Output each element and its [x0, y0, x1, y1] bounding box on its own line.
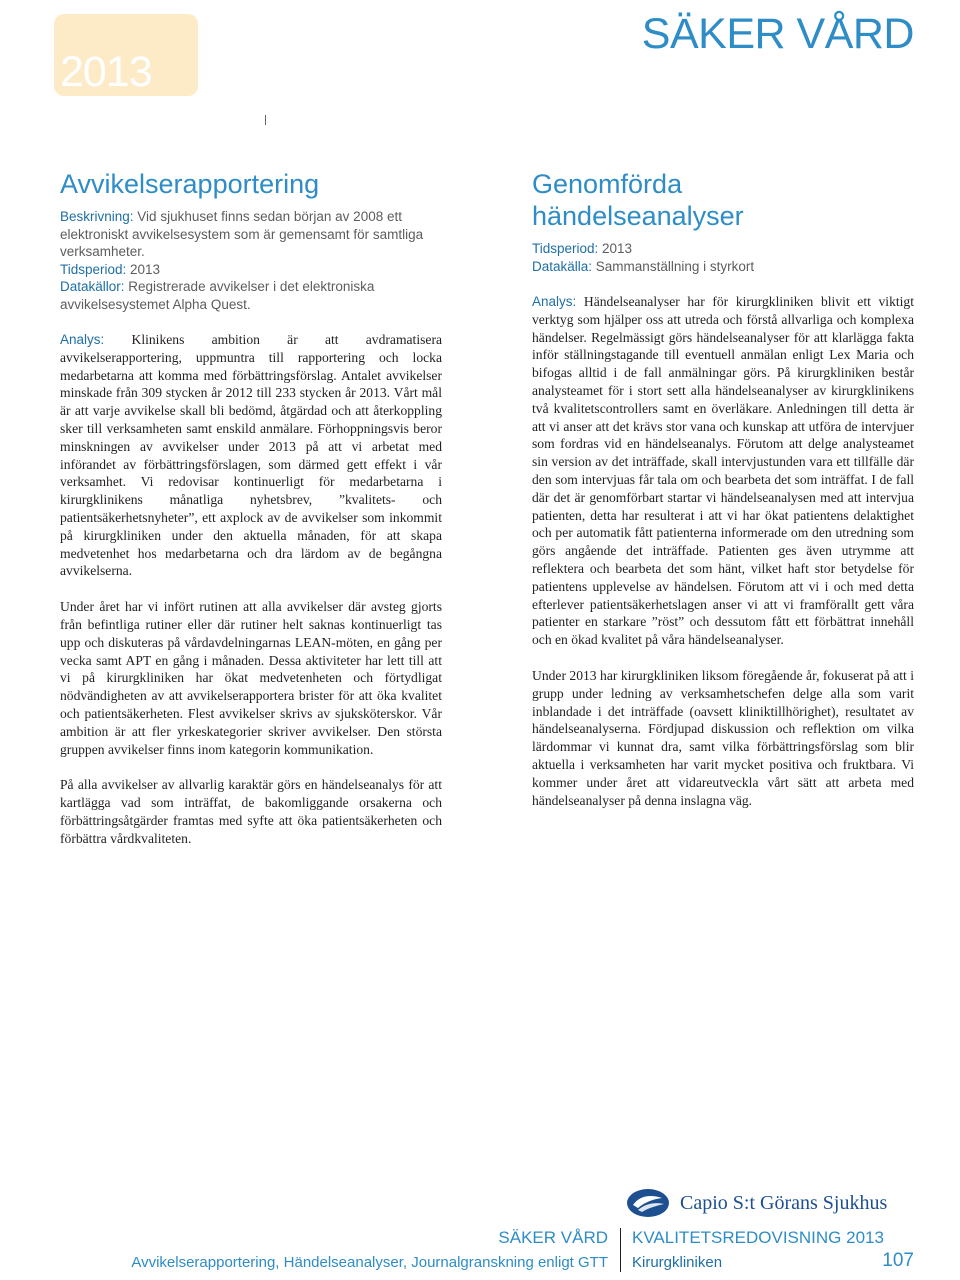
capio-logo-icon	[626, 1188, 670, 1218]
analys-paragraph	[532, 293, 914, 649]
datakallor-line	[60, 278, 442, 313]
analys-text: Klinikens ambition är att avdramatisera avvikelserapportering, uppmuntra till rapportering och locka medarbetarna att komma med förbättringsförslag. Antalet avvikelser minskade från 309 stycken år 2012 till 233 stycken år 2013. Vårt mål är att varje avvikelse skall bli bedömd, åtgärdad och att återkoppling sker till verksamheten samt enskild anmälare. Förhoppningsvis beror minskningen av avvikelser under 2013 på att vi arbetat med införandet av förbättringsförslagen, som därmed gett effekt i vår verksamhet. Vi redovisar kontinuerligt för medarbetarna i kirurgklinikens månatliga nyhetsbrev, ”kvalitets- och patientsäkerhetsnyheter”, ett axplock av de avvikelser som inkommit på kirurgkliniken under den aktuella månaden, för att skapa medvetenhet hos medarbetarna och dra lärdom av de begångna avvikelserna.	[60, 332, 442, 579]
logo-wordmark: Capio S:t Görans Sjukhus	[680, 1192, 888, 1214]
year-label: 2013	[60, 48, 152, 96]
analys-label: Analys:	[532, 294, 577, 309]
spacer	[60, 313, 442, 331]
capio-logo	[626, 1188, 916, 1222]
right-column	[532, 168, 914, 827]
body-paragraph: På alla avvikelser av allvarlig karaktär görs en händelseanalys för att kartlägga vad som inträffat, de bakomliggande orsakerna och förbättringsåtgärder framtas med syfte att öka patientsäkerheten och förbättra vårdkvaliteten.	[60, 777, 442, 846]
footer-report-block	[632, 1228, 884, 1273]
body-paragraph: Under året har vi infört rutinen att alla avvikelser där avsteg gjorts från befintliga rutiner eller där rutiner helt saknas kontinuerligt tas upp och diskuteras på vårdavdelningarnas LEAN-möten, en gång per vecka samt APT en gång i månaden. Dessa aktiviteter har lett till att vi på kirurgkliniken har ökat medvetenheten och förtydligat nödvändigheten av att avvikelserapportera brister för att öka kvalitet och patientsäkerheten. Flest avvikelser skrivs av sjuksköterskor. Vår ambition är att fler yrkeskategorier skriver avvikelser. Den största gruppen avvikelser finns inom kategorin kommunikation.	[60, 599, 442, 757]
footer-section-block	[131, 1228, 608, 1273]
datakalla-line	[532, 258, 914, 276]
footer-clinic: Kirurgkliniken	[632, 1254, 723, 1271]
tidsperiod-line	[60, 261, 442, 279]
analys-text: Händelseanalyser har för kirurgkliniken blivit ett viktigt verktyg som hjälper oss att utreda och förstå allvarliga och komplexa händelser. Regelmässigt görs händelseanalyser för att klarlägga fakta inför ställningstagande till eventuell anmälan enligt Lex Maria och bifogas alltid i de fall anmälningar görs. På kirurgkliniken består analysteamet för i stort sett alla händelseanalyser av kirurgklinikens två kvalitetscontrollers samt en överläkare. Anledningen till detta är att vi anser att det krävs stor vana och kunskap att utföra de intervjuer som fordras vid en händelseanalys. Förutom att delge analysteamet sin version av det inträffade, skall intervjustunden vara ett tillfälle där den som intervjuas får tala om och bearbeta det som inträffat. I de fall där det är genomförbart startar vi händelseanalysen med att intervjua patienten, detta har resulterat i att vi har ökat patientens delaktighet och per automatik fått patienterna informerade om den utredning som görs angående det inträffade. Patienten ges även utrymme att reflektera och bearbeta det som hänt, vilket haft stor betydelse för patientens upplevelse av händelsen. Förutom att vi i och med detta efterlever patientsäkerhetslagen anser vi att vi framförallt gett våra patienter en starkare ”röst” och dessutom fått ett förbättrat innehåll och en ökad kvalitet på våra händelseanalyser.	[532, 294, 914, 648]
analys-label: Analys:	[60, 332, 105, 347]
section-heading-handelseanalyser: Genomförda händelseanalyser	[532, 169, 744, 231]
datakallor-text: Registrerade avvikelser i det elektroniska avvikelsesystemet Alpha Quest.	[60, 279, 375, 312]
section-heading-avvikelserapportering: Avvikelserapportering	[60, 169, 320, 199]
beskrivning-text: Vid sjukhuset finns sedan början av 2008 ett elektroniskt avvikelsesystem som är gemensamt för samtliga verksamheter.	[60, 209, 424, 259]
tidsperiod-label: Tidsperiod:	[532, 241, 599, 256]
datakallor-label: Datakällor:	[60, 279, 125, 294]
tidsperiod-label: Tidsperiod:	[60, 261, 127, 277]
page-header-title: SÄKER VÅRD	[641, 10, 914, 58]
tidsperiod-text: 2013	[126, 261, 161, 277]
page-number: 107	[882, 1250, 914, 1271]
beskrivning-label: Beskrivning:	[60, 209, 134, 224]
footer-section: SÄKER VÅRD	[498, 1228, 608, 1247]
left-column	[60, 168, 442, 866]
footer-report-title: KVALITETSREDOVISNING 2013	[632, 1228, 884, 1247]
beskrivning-line	[60, 208, 442, 261]
header-divider	[265, 115, 266, 125]
datakalla-label: Datakälla:	[532, 258, 593, 274]
analys-paragraph	[60, 331, 442, 580]
tidsperiod-line	[532, 240, 914, 258]
spacer	[532, 275, 914, 293]
footer-subtitle: Avvikelserapportering, Händelseanalyser, Journalgranskning enligt GTT	[131, 1254, 608, 1271]
footer-divider	[620, 1228, 621, 1272]
tidsperiod-text: 2013	[598, 241, 633, 256]
datakalla-text: Sammanställning i styrkort	[592, 258, 755, 274]
body-paragraph: Under 2013 har kirurgkliniken liksom föregående år, fokuserat på att i grupp under ledning av verksamhetschefen delge alla som varit inblandade i det inträffade (oavsett kliniktillhörighet), resultatet av händelseanalyserna. Fördjupad diskussion och reflektion om vilka lärdommar vi kunnat dra, samt vilka förbättringsförslag som blir aktuella i verksamheten har varit mycket positiva och fruktbara. Vi kommer under året att vidareutveckla vårt sätt att arbeta med händelseanalyser på denna inslagna väg.	[532, 667, 914, 808]
